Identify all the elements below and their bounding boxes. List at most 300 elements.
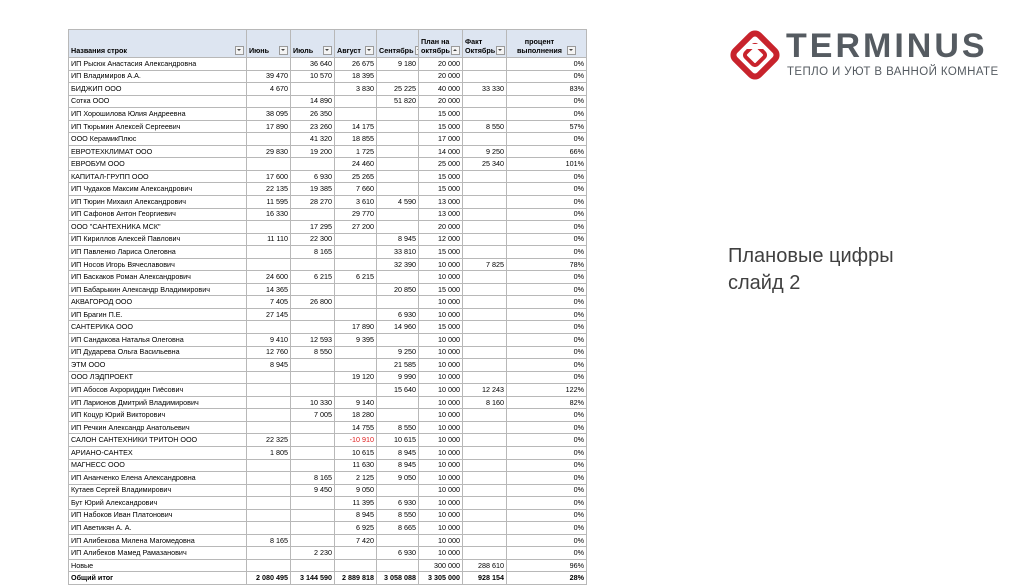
cell-fact[interactable] (463, 421, 507, 434)
cell-plan[interactable]: 10 000 (419, 434, 463, 447)
cell-september[interactable]: 8 945 (377, 459, 419, 472)
cell-fact[interactable] (463, 472, 507, 485)
cell-august[interactable]: 24 460 (335, 158, 377, 171)
cell-percent[interactable]: 0% (507, 409, 587, 422)
cell-july[interactable] (291, 522, 335, 535)
cell-august[interactable]: 14 175 (335, 120, 377, 133)
cell-june[interactable]: 14 365 (247, 283, 291, 296)
cell-august[interactable] (335, 547, 377, 560)
cell-july[interactable]: 8 165 (291, 246, 335, 259)
table-row[interactable] (69, 83, 587, 96)
cell-august[interactable]: 11 395 (335, 497, 377, 510)
cell-june[interactable]: 29 830 (247, 145, 291, 158)
cell-percent[interactable]: 0% (507, 308, 587, 321)
cell-september[interactable]: 21 585 (377, 359, 419, 372)
cell-plan[interactable]: 15 000 (419, 321, 463, 334)
column-header-july[interactable] (291, 30, 335, 58)
cell-percent[interactable]: 66% (507, 145, 587, 158)
column-header-fact-october[interactable] (463, 30, 507, 58)
cell-name[interactable]: ИП Алибеков Мамед Рамазанович (69, 547, 247, 560)
cell-fact[interactable]: 8 160 (463, 396, 507, 409)
cell-name[interactable]: ИП Сафонов Антон Георгиевич (69, 208, 247, 221)
cell-august[interactable]: 10 615 (335, 446, 377, 459)
table-row[interactable] (69, 271, 587, 284)
cell-august[interactable]: 2 125 (335, 472, 377, 485)
cell-fact[interactable]: 25 340 (463, 158, 507, 171)
cell-august[interactable]: 29 770 (335, 208, 377, 221)
cell-june[interactable] (247, 58, 291, 71)
table-row[interactable] (69, 434, 587, 447)
table-row[interactable] (69, 170, 587, 183)
cell-percent[interactable]: 0% (507, 371, 587, 384)
cell-name[interactable]: ИП Набоков Иван Платонович (69, 509, 247, 522)
cell-august[interactable]: 25 265 (335, 170, 377, 183)
cell-percent[interactable]: 96% (507, 559, 587, 572)
cell-july[interactable]: 23 260 (291, 120, 335, 133)
cell-july[interactable] (291, 158, 335, 171)
cell-name[interactable]: ООО "САНТЕХНИКА МСК" (69, 221, 247, 234)
cell-name[interactable]: МАГНЕСС ООО (69, 459, 247, 472)
cell-plan[interactable]: 13 000 (419, 196, 463, 209)
cell-june[interactable]: 39 470 (247, 70, 291, 83)
cell-june[interactable]: 2 080 495 (247, 572, 291, 585)
cell-june[interactable] (247, 559, 291, 572)
cell-plan[interactable]: 3 305 000 (419, 572, 463, 585)
cell-september[interactable] (377, 559, 419, 572)
cell-july[interactable]: 26 350 (291, 108, 335, 121)
cell-september[interactable] (377, 484, 419, 497)
cell-fact[interactable] (463, 434, 507, 447)
cell-fact[interactable] (463, 208, 507, 221)
cell-august[interactable]: 3 830 (335, 83, 377, 96)
cell-september[interactable] (377, 133, 419, 146)
table-row[interactable] (69, 497, 587, 510)
table-row[interactable] (69, 108, 587, 121)
cell-july[interactable]: 10 330 (291, 396, 335, 409)
cell-percent[interactable]: 0% (507, 334, 587, 347)
cell-july[interactable] (291, 384, 335, 397)
cell-name[interactable]: Кутаев Сергей Владимирович (69, 484, 247, 497)
table-row[interactable] (69, 258, 587, 271)
cell-percent[interactable]: 0% (507, 170, 587, 183)
cell-name[interactable]: САНТЕРИКА ООО (69, 321, 247, 334)
cell-august[interactable]: 11 630 (335, 459, 377, 472)
cell-august[interactable] (335, 108, 377, 121)
cell-august[interactable] (335, 384, 377, 397)
filter-dropdown-icon[interactable] (235, 46, 244, 55)
cell-plan[interactable]: 10 000 (419, 421, 463, 434)
cell-june[interactable]: 38 095 (247, 108, 291, 121)
filter-dropdown-icon[interactable] (415, 46, 419, 55)
cell-name[interactable]: ЕВРОБУМ ООО (69, 158, 247, 171)
cell-july[interactable]: 12 593 (291, 334, 335, 347)
cell-plan[interactable]: 10 000 (419, 334, 463, 347)
cell-percent[interactable]: 0% (507, 133, 587, 146)
cell-june[interactable] (247, 421, 291, 434)
cell-percent[interactable]: 0% (507, 183, 587, 196)
cell-fact[interactable] (463, 283, 507, 296)
column-header-percent[interactable] (507, 30, 587, 58)
cell-fact[interactable] (463, 547, 507, 560)
cell-august[interactable]: 6 925 (335, 522, 377, 535)
cell-name[interactable]: ИП Баскаков Роман Александрович (69, 271, 247, 284)
cell-plan[interactable]: 10 000 (419, 346, 463, 359)
cell-september[interactable] (377, 108, 419, 121)
cell-august[interactable]: 18 855 (335, 133, 377, 146)
table-row[interactable] (69, 70, 587, 83)
cell-plan[interactable]: 20 000 (419, 58, 463, 71)
cell-september[interactable]: 6 930 (377, 547, 419, 560)
cell-september[interactable] (377, 334, 419, 347)
cell-june[interactable] (247, 321, 291, 334)
cell-plan[interactable]: 10 000 (419, 296, 463, 309)
cell-june[interactable] (247, 221, 291, 234)
cell-plan[interactable]: 10 000 (419, 459, 463, 472)
cell-plan[interactable]: 20 000 (419, 70, 463, 83)
cell-name[interactable]: Сотка ООО (69, 95, 247, 108)
cell-percent[interactable]: 122% (507, 384, 587, 397)
table-row[interactable] (69, 446, 587, 459)
cell-august[interactable]: 18 280 (335, 409, 377, 422)
table-row[interactable] (69, 183, 587, 196)
filter-dropdown-icon[interactable] (279, 46, 288, 55)
cell-fact[interactable]: 7 825 (463, 258, 507, 271)
cell-percent[interactable]: 0% (507, 233, 587, 246)
cell-july[interactable] (291, 534, 335, 547)
cell-august[interactable]: 7 420 (335, 534, 377, 547)
cell-september[interactable] (377, 221, 419, 234)
table-row[interactable] (69, 246, 587, 259)
cell-percent[interactable]: 0% (507, 534, 587, 547)
cell-plan[interactable]: 15 000 (419, 120, 463, 133)
cell-august[interactable]: 9 050 (335, 484, 377, 497)
cell-name[interactable]: ИП Тюрьмин Алексей Сергеевич (69, 120, 247, 133)
cell-june[interactable] (247, 396, 291, 409)
cell-plan[interactable]: 14 000 (419, 145, 463, 158)
table-row[interactable] (69, 484, 587, 497)
cell-september[interactable] (377, 70, 419, 83)
cell-june[interactable]: 1 805 (247, 446, 291, 459)
cell-fact[interactable] (463, 108, 507, 121)
cell-percent[interactable]: 0% (507, 484, 587, 497)
table-row[interactable] (69, 334, 587, 347)
cell-name[interactable]: ИП Владимиров А.А. (69, 70, 247, 83)
table-row[interactable] (69, 58, 587, 71)
table-row[interactable] (69, 534, 587, 547)
cell-plan[interactable]: 300 000 (419, 559, 463, 572)
cell-percent[interactable]: 0% (507, 108, 587, 121)
cell-fact[interactable] (463, 246, 507, 259)
cell-name[interactable]: ИП Чудаков Максим Александрович (69, 183, 247, 196)
cell-fact[interactable] (463, 221, 507, 234)
table-row[interactable] (69, 133, 587, 146)
table-row[interactable] (69, 208, 587, 221)
table-row[interactable] (69, 95, 587, 108)
sort-filter-icon[interactable] (451, 46, 460, 55)
cell-fact[interactable] (463, 371, 507, 384)
cell-percent[interactable]: 0% (507, 221, 587, 234)
cell-plan[interactable]: 10 000 (419, 396, 463, 409)
cell-september[interactable] (377, 409, 419, 422)
cell-plan[interactable]: 15 000 (419, 183, 463, 196)
cell-august[interactable]: 19 120 (335, 371, 377, 384)
cell-september[interactable]: 32 390 (377, 258, 419, 271)
cell-fact[interactable] (463, 534, 507, 547)
cell-july[interactable] (291, 421, 335, 434)
cell-fact[interactable] (463, 271, 507, 284)
cell-fact[interactable] (463, 484, 507, 497)
cell-august[interactable] (335, 346, 377, 359)
cell-september[interactable] (377, 158, 419, 171)
cell-june[interactable]: 11 110 (247, 233, 291, 246)
cell-september[interactable]: 4 590 (377, 196, 419, 209)
cell-name[interactable]: ИП Коцур Юрий Викторович (69, 409, 247, 422)
cell-september[interactable]: 9 180 (377, 58, 419, 71)
cell-percent[interactable]: 0% (507, 509, 587, 522)
cell-name[interactable]: КАПИТАЛ-ГРУПП ООО (69, 170, 247, 183)
cell-september[interactable]: 9 250 (377, 346, 419, 359)
cell-plan[interactable]: 25 000 (419, 158, 463, 171)
cell-name[interactable]: ЕВРОТЕХКЛИМАТ ООО (69, 145, 247, 158)
cell-june[interactable]: 9 410 (247, 334, 291, 347)
cell-name[interactable]: САЛОН САНТЕХНИКИ ТРИТОН ООО (69, 434, 247, 447)
cell-name[interactable]: АКВАГОРОД ООО (69, 296, 247, 309)
cell-percent[interactable]: 0% (507, 283, 587, 296)
cell-percent[interactable]: 0% (507, 70, 587, 83)
cell-july[interactable] (291, 283, 335, 296)
cell-percent[interactable]: 0% (507, 208, 587, 221)
cell-june[interactable]: 27 145 (247, 308, 291, 321)
cell-percent[interactable]: 28% (507, 572, 587, 585)
cell-july[interactable] (291, 371, 335, 384)
cell-plan[interactable]: 15 000 (419, 108, 463, 121)
cell-fact[interactable] (463, 170, 507, 183)
cell-plan[interactable]: 10 000 (419, 534, 463, 547)
cell-name[interactable]: ИП Дударева Ольга Васильевна (69, 346, 247, 359)
cell-september[interactable]: 3 058 088 (377, 572, 419, 585)
cell-june[interactable]: 22 325 (247, 434, 291, 447)
cell-july[interactable]: 10 570 (291, 70, 335, 83)
cell-july[interactable]: 22 300 (291, 233, 335, 246)
cell-june[interactable]: 7 405 (247, 296, 291, 309)
table-row[interactable] (69, 145, 587, 158)
cell-july[interactable]: 14 890 (291, 95, 335, 108)
cell-september[interactable]: 9 050 (377, 472, 419, 485)
table-row[interactable] (69, 221, 587, 234)
table-row[interactable] (69, 459, 587, 472)
cell-fact[interactable] (463, 359, 507, 372)
cell-fact[interactable] (463, 95, 507, 108)
cell-july[interactable]: 19 200 (291, 145, 335, 158)
cell-july[interactable]: 19 385 (291, 183, 335, 196)
cell-july[interactable]: 28 270 (291, 196, 335, 209)
cell-august[interactable]: 3 610 (335, 196, 377, 209)
cell-august[interactable]: 14 755 (335, 421, 377, 434)
cell-july[interactable] (291, 83, 335, 96)
cell-percent[interactable]: 0% (507, 547, 587, 560)
cell-plan[interactable]: 10 000 (419, 384, 463, 397)
cell-july[interactable] (291, 509, 335, 522)
cell-july[interactable] (291, 308, 335, 321)
cell-june[interactable]: 16 330 (247, 208, 291, 221)
cell-percent[interactable]: 0% (507, 196, 587, 209)
filter-dropdown-icon[interactable] (496, 46, 505, 55)
cell-june[interactable] (247, 484, 291, 497)
cell-name[interactable]: Общий итог (69, 572, 247, 585)
cell-fact[interactable] (463, 522, 507, 535)
cell-percent[interactable]: 83% (507, 83, 587, 96)
cell-august[interactable]: 7 660 (335, 183, 377, 196)
cell-june[interactable] (247, 409, 291, 422)
cell-september[interactable]: 9 990 (377, 371, 419, 384)
cell-name[interactable]: ИП Сандакова Наталья Олеговна (69, 334, 247, 347)
cell-percent[interactable]: 0% (507, 497, 587, 510)
cell-fact[interactable] (463, 321, 507, 334)
cell-september[interactable]: 6 930 (377, 308, 419, 321)
cell-plan[interactable]: 10 000 (419, 547, 463, 560)
cell-august[interactable]: 1 725 (335, 145, 377, 158)
cell-plan[interactable]: 15 000 (419, 283, 463, 296)
cell-percent[interactable]: 0% (507, 446, 587, 459)
cell-july[interactable] (291, 321, 335, 334)
table-row[interactable] (69, 308, 587, 321)
cell-fact[interactable] (463, 58, 507, 71)
cell-percent[interactable]: 101% (507, 158, 587, 171)
cell-september[interactable] (377, 534, 419, 547)
table-row[interactable] (69, 233, 587, 246)
cell-august[interactable]: 17 890 (335, 321, 377, 334)
cell-fact[interactable]: 9 250 (463, 145, 507, 158)
table-row[interactable] (69, 196, 587, 209)
cell-plan[interactable]: 10 000 (419, 371, 463, 384)
cell-name[interactable]: ИП Хорошилова Юлия Андреевна (69, 108, 247, 121)
cell-fact[interactable] (463, 296, 507, 309)
cell-percent[interactable]: 0% (507, 246, 587, 259)
cell-august[interactable] (335, 283, 377, 296)
cell-august[interactable] (335, 559, 377, 572)
cell-july[interactable]: 7 005 (291, 409, 335, 422)
cell-percent[interactable]: 0% (507, 472, 587, 485)
cell-plan[interactable]: 17 000 (419, 133, 463, 146)
cell-plan[interactable]: 10 000 (419, 484, 463, 497)
column-header-august[interactable] (335, 30, 377, 58)
cell-august[interactable] (335, 296, 377, 309)
table-row[interactable] (69, 421, 587, 434)
cell-plan[interactable]: 10 000 (419, 258, 463, 271)
cell-september[interactable] (377, 396, 419, 409)
cell-june[interactable] (247, 522, 291, 535)
table-row[interactable] (69, 158, 587, 171)
cell-fact[interactable]: 12 243 (463, 384, 507, 397)
cell-june[interactable] (247, 509, 291, 522)
table-row[interactable] (69, 321, 587, 334)
cell-july[interactable] (291, 446, 335, 459)
filter-dropdown-icon[interactable] (567, 46, 576, 55)
column-header-june[interactable] (247, 30, 291, 58)
cell-name[interactable]: ООО КерамикПлюс (69, 133, 247, 146)
cell-plan[interactable]: 10 000 (419, 359, 463, 372)
cell-september[interactable] (377, 296, 419, 309)
cell-august[interactable]: 2 889 818 (335, 572, 377, 585)
cell-july[interactable]: 36 640 (291, 58, 335, 71)
cell-fact[interactable] (463, 509, 507, 522)
cell-plan[interactable]: 15 000 (419, 170, 463, 183)
cell-name[interactable]: ООО ЛЭДПРОЕКТ (69, 371, 247, 384)
cell-plan[interactable]: 10 000 (419, 522, 463, 535)
cell-august[interactable]: 9 140 (335, 396, 377, 409)
cell-fact[interactable] (463, 334, 507, 347)
cell-september[interactable]: 15 640 (377, 384, 419, 397)
cell-july[interactable] (291, 559, 335, 572)
cell-fact[interactable] (463, 196, 507, 209)
cell-september[interactable]: 6 930 (377, 497, 419, 510)
cell-fact[interactable]: 288 610 (463, 559, 507, 572)
cell-fact[interactable] (463, 459, 507, 472)
cell-name[interactable]: ИП Носов Игорь Вячеславович (69, 258, 247, 271)
cell-july[interactable]: 26 800 (291, 296, 335, 309)
cell-july[interactable]: 8 550 (291, 346, 335, 359)
cell-plan[interactable]: 10 000 (419, 509, 463, 522)
cell-plan[interactable]: 40 000 (419, 83, 463, 96)
column-header-september[interactable] (377, 30, 419, 58)
cell-june[interactable] (247, 371, 291, 384)
cell-september[interactable]: 20 850 (377, 283, 419, 296)
cell-september[interactable]: 25 225 (377, 83, 419, 96)
cell-plan[interactable]: 10 000 (419, 271, 463, 284)
cell-name[interactable]: ИП Кириллов Алексей Павлович (69, 233, 247, 246)
cell-percent[interactable]: 0% (507, 95, 587, 108)
cell-name[interactable]: ИП Павленко Лариса Олеговна (69, 246, 247, 259)
table-row[interactable] (69, 296, 587, 309)
cell-july[interactable]: 3 144 590 (291, 572, 335, 585)
cell-september[interactable] (377, 271, 419, 284)
cell-july[interactable] (291, 359, 335, 372)
table-row[interactable] (69, 522, 587, 535)
cell-plan[interactable]: 13 000 (419, 208, 463, 221)
cell-name[interactable]: ИП Ларионов Дмитрий Владимирович (69, 396, 247, 409)
cell-september[interactable]: 33 810 (377, 246, 419, 259)
cell-june[interactable]: 8 165 (247, 534, 291, 547)
cell-plan[interactable]: 10 000 (419, 472, 463, 485)
cell-name[interactable]: ИП Брагин П.Е. (69, 308, 247, 321)
cell-june[interactable] (247, 472, 291, 485)
cell-june[interactable]: 4 670 (247, 83, 291, 96)
cell-june[interactable] (247, 384, 291, 397)
cell-june[interactable]: 22 135 (247, 183, 291, 196)
cell-fact[interactable]: 33 330 (463, 83, 507, 96)
table-row[interactable] (69, 509, 587, 522)
cell-august[interactable]: 8 945 (335, 509, 377, 522)
column-header-plan-october[interactable] (419, 30, 463, 58)
cell-name[interactable]: Бут Юрий Александрович (69, 497, 247, 510)
cell-august[interactable] (335, 359, 377, 372)
cell-september[interactable]: 8 945 (377, 446, 419, 459)
table-row[interactable] (69, 396, 587, 409)
cell-fact[interactable] (463, 497, 507, 510)
table-row[interactable] (69, 547, 587, 560)
cell-percent[interactable]: 0% (507, 58, 587, 71)
cell-august[interactable]: 18 395 (335, 70, 377, 83)
cell-plan[interactable]: 10 000 (419, 308, 463, 321)
cell-september[interactable]: 14 960 (377, 321, 419, 334)
cell-august[interactable]: 26 675 (335, 58, 377, 71)
cell-fact[interactable] (463, 133, 507, 146)
cell-percent[interactable]: 57% (507, 120, 587, 133)
cell-june[interactable]: 11 595 (247, 196, 291, 209)
cell-september[interactable]: 8 550 (377, 421, 419, 434)
cell-percent[interactable]: 0% (507, 459, 587, 472)
cell-september[interactable]: 8 550 (377, 509, 419, 522)
